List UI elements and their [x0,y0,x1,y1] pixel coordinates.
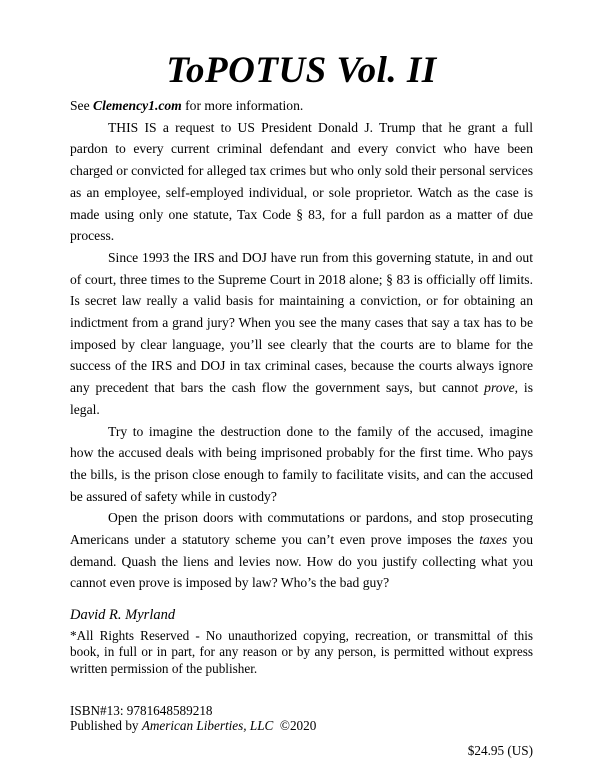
paragraph-open-prison-doors: Open the prison doors with commutations or pardons, and stop prosecuting Americans under a statutory scheme you can’t even prove imposes the taxes you demand. Quash the liens and levies now. How do you justify collecting what you cannot even prove is imposed by law? Who’s the bad guy? [70,510,533,591]
paragraph-since-1993: Since 1993 the IRS and DOJ have run from this governing statute, in and out of court, three times to the Supreme Court in 2018 alone; § 83 is officially off limits. Is secret law really a valid basis for maintaining a conviction, or for obtaining an indictment from a grand jury? When you see the many cases that say a tax has to be imposed by clear language, you’ll see clearly that the courts are to blame for the success of the IRS and DOJ in tax criminal cases, because the courts always ignore any precedent that bars the cash flow the government says, but cannot prove, is legal. [70,249,533,417]
paragraph-imagine-destruction: Try to imagine the destruction done to the family of the accused, imagine how the accused deals with being imprisoned probably for the first time. Who pays the bills, is the prison close enough to family to facilitate visits, and can the accused be assured of safety while in custody? [70,423,533,504]
body-text [70,95,533,594]
rights-notice: *All Rights Reserved - No unauthorized copying, recreation, or transmittal of this book, in full or in part, for any reason or by any person, is permitted without express written permission of the publisher. [70,628,533,676]
isbn-line: ISBN#13: 9781648589218 [70,702,213,718]
author-name: David R. Myrland [70,607,176,624]
publisher-line: Published by American Liberties, LLC ©2020 [70,718,317,734]
intro-line: See Clemency1.com for more information. [70,98,304,113]
book-title: ToPOTUS Vol. II [166,50,437,91]
price: $24.95 (US) [467,742,533,758]
colophon [70,703,533,734]
paragraph-pardon-request: THIS IS a request to US President Donald J. Trump that he grant a full pardon to every current criminal defendant and every convict who have been charged or convicted for alleged tax crimes but who only sold their personal services as an employee, self-employed individual, or sole proprietor. Watch as the case is made using only one statute, Tax Code § 83, for a full pardon as a matter of due process. [70,119,533,244]
